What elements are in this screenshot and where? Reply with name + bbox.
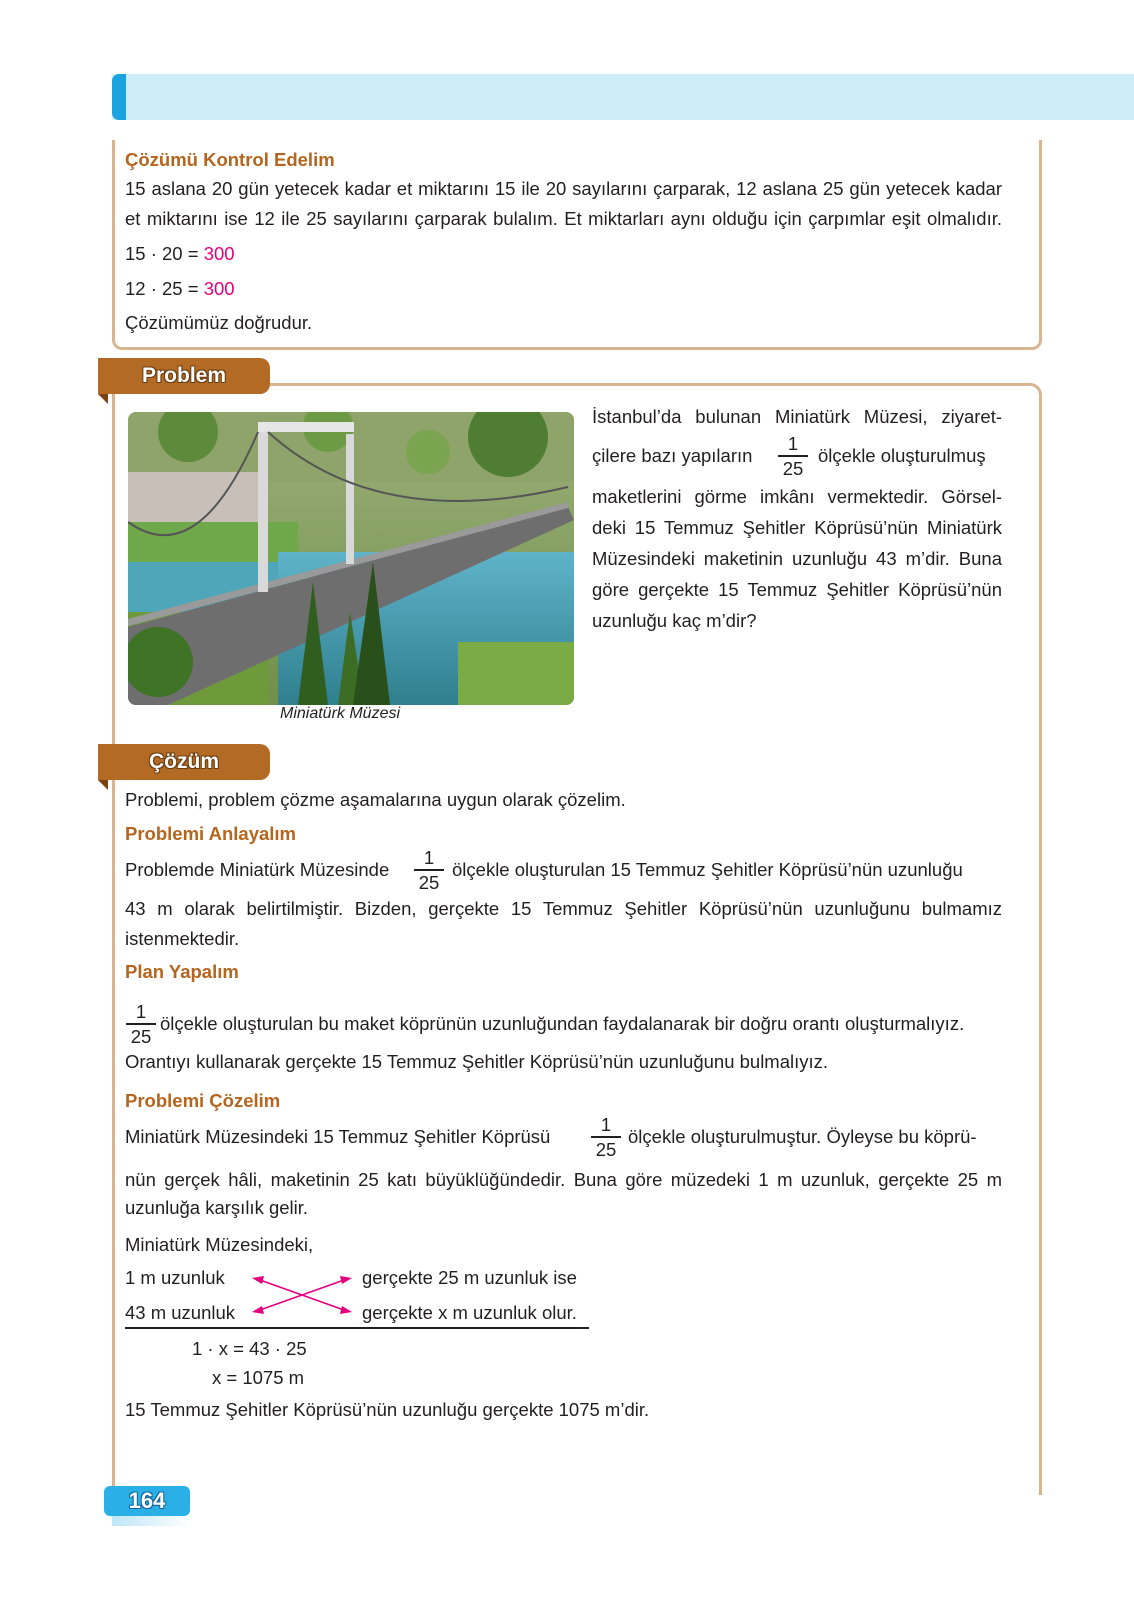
fraction-bar [414,869,444,871]
solve-line-1a: Miniatürk Müzesindeki 15 Temmuz Şehitler Köprüsü [125,1126,551,1147]
check-line-1: 15 aslana 20 gün yetecek kadar et miktarını 15 ile 20 sayılarını çarparak, 12 aslana 25 gün yetecek kadar [125,178,1002,199]
plan-line-1: ölçekle oluşturulan bu maket köprünün uzunluğundan faydalanarak bir doğru orantı oluşturmalıyız. [160,1013,965,1034]
problem-line-2b: ölçekle oluşturulmuş [818,445,986,466]
solve-line-2: nün gerçek hâli, maketinin 25 katı büyüklüğündedir. Buna göre müzedeki 1 m uzunluk, gerçekte 25 m [125,1169,1002,1190]
proportion-underline [125,1327,589,1329]
check-heading: Çözümü Kontrol Edelim [125,149,335,170]
equation-left: 12 · 25 = [125,278,199,299]
fraction-numerator: 1 [787,433,799,454]
miniaturk-bridge-photo [128,412,574,705]
equation-left: 15 · 20 = [125,243,199,264]
check-equation-1 [125,239,235,269]
plan-heading: Plan Yapalım [125,961,239,982]
photo-caption: Miniatürk Müzesi [280,705,401,722]
museum-line: Miniatürk Müzesindeki, [125,1234,314,1255]
page-number: 164 [104,1486,190,1516]
header-band [112,74,1134,120]
scale-fraction [589,1115,623,1161]
solve-line-3: uzunluğa karşılık gelir. [125,1197,309,1218]
understand-heading: Problemi Anlayalım [125,823,297,844]
solution-label-fold [98,780,108,790]
fraction-bar [126,1023,156,1025]
problem-line-2a: çilere bazı yapıların [592,445,753,466]
solve-line-1b: ölçekle oluşturulmuştur. Öyleyse bu köprü- [628,1126,977,1147]
understand-line-1a: Problemde Miniatürk Müzesinde [125,859,390,880]
fraction-bar [778,455,808,457]
equation-result: 300 [203,278,235,299]
plan-line-2: Orantıyı kullanarak gerçekte 15 Temmuz Şehitler Köprüsü’nün uzunluğunu bulmalıyız. [125,1051,829,1072]
problem-line-4: deki 15 Temmuz Şehitler Köprüsü’nün Miniatürk [592,517,1002,538]
check-equation-2 [125,274,235,304]
page-number-underlay [112,1516,192,1526]
fraction-numerator: 1 [600,1114,612,1135]
final-answer: 15 Temmuz Şehitler Köprüsü’nün uzunluğu gerçekte 1075 m’dir. [125,1399,650,1420]
problem-line-3: maketlerini görme imkânı vermektedir. Görsel- [592,486,1002,507]
calc-line-1: 1 · x = 43 · 25 [192,1338,307,1359]
scale-fraction [776,434,810,480]
fraction-numerator: 1 [423,847,435,868]
problem-label-fold [98,394,108,404]
check-conclusion: Çözümümüz doğrudur. [125,312,313,333]
understand-line-2: 43 m olarak belirtilmiştir. Bizden, gerçekte 15 Temmuz Şehitler Köprüsü’nün uzunluğunu bulmamız [125,898,1002,919]
fraction-bar [591,1136,621,1138]
header-tab-marker [112,74,126,120]
understand-line-1b: ölçekle oluşturulan 15 Temmuz Şehitler Köprüsü’nün uzunluğu [452,859,963,880]
scale-fraction [412,848,446,894]
cross-multiply-arrows-icon [248,1270,358,1320]
solution-label: Çözüm [98,744,270,780]
proportion-row-1-right: gerçekte 25 m uzunluk ise [362,1267,577,1288]
proportion-row-2-left: 43 m uzunluk [125,1302,236,1323]
fraction-denominator: 25 [595,1138,617,1160]
fraction-denominator: 25 [418,871,440,893]
problem-line-5: Müzesindeki maketinin uzunluğu 43 m’dir. Buna [592,548,1002,569]
scale-fraction [124,1002,158,1048]
solve-heading: Problemi Çözelim [125,1090,281,1111]
solution-intro: Problemi, problem çözme aşamalarına uygun olarak çözelim. [125,789,626,810]
check-line-2: et miktarını ise 12 ile 25 sayılarını çarparak bulalım. Et miktarları aynı olduğu için çarpımlar eşit olmalıdır. [125,208,1002,229]
proportion-row-2-right: gerçekte x m uzunluk olur. [362,1302,577,1323]
proportion-row-1-left: 1 m uzunluk [125,1267,225,1288]
fraction-denominator: 25 [130,1025,152,1047]
problem-label: Problem [98,358,270,394]
calc-line-2: x = 1075 m [212,1367,305,1388]
problem-line-6: göre gerçekte 15 Temmuz Şehitler Köprüsü’nün [592,579,1002,600]
equation-result: 300 [203,243,235,264]
fraction-numerator: 1 [135,1001,147,1022]
problem-line-1: İstanbul’da bulunan Miniatürk Müzesi, ziyaret- [592,406,1002,427]
understand-line-3: istenmektedir. [125,928,240,949]
fraction-denominator: 25 [782,457,804,479]
problem-line-7: uzunluğu kaç m’dir? [592,610,757,631]
